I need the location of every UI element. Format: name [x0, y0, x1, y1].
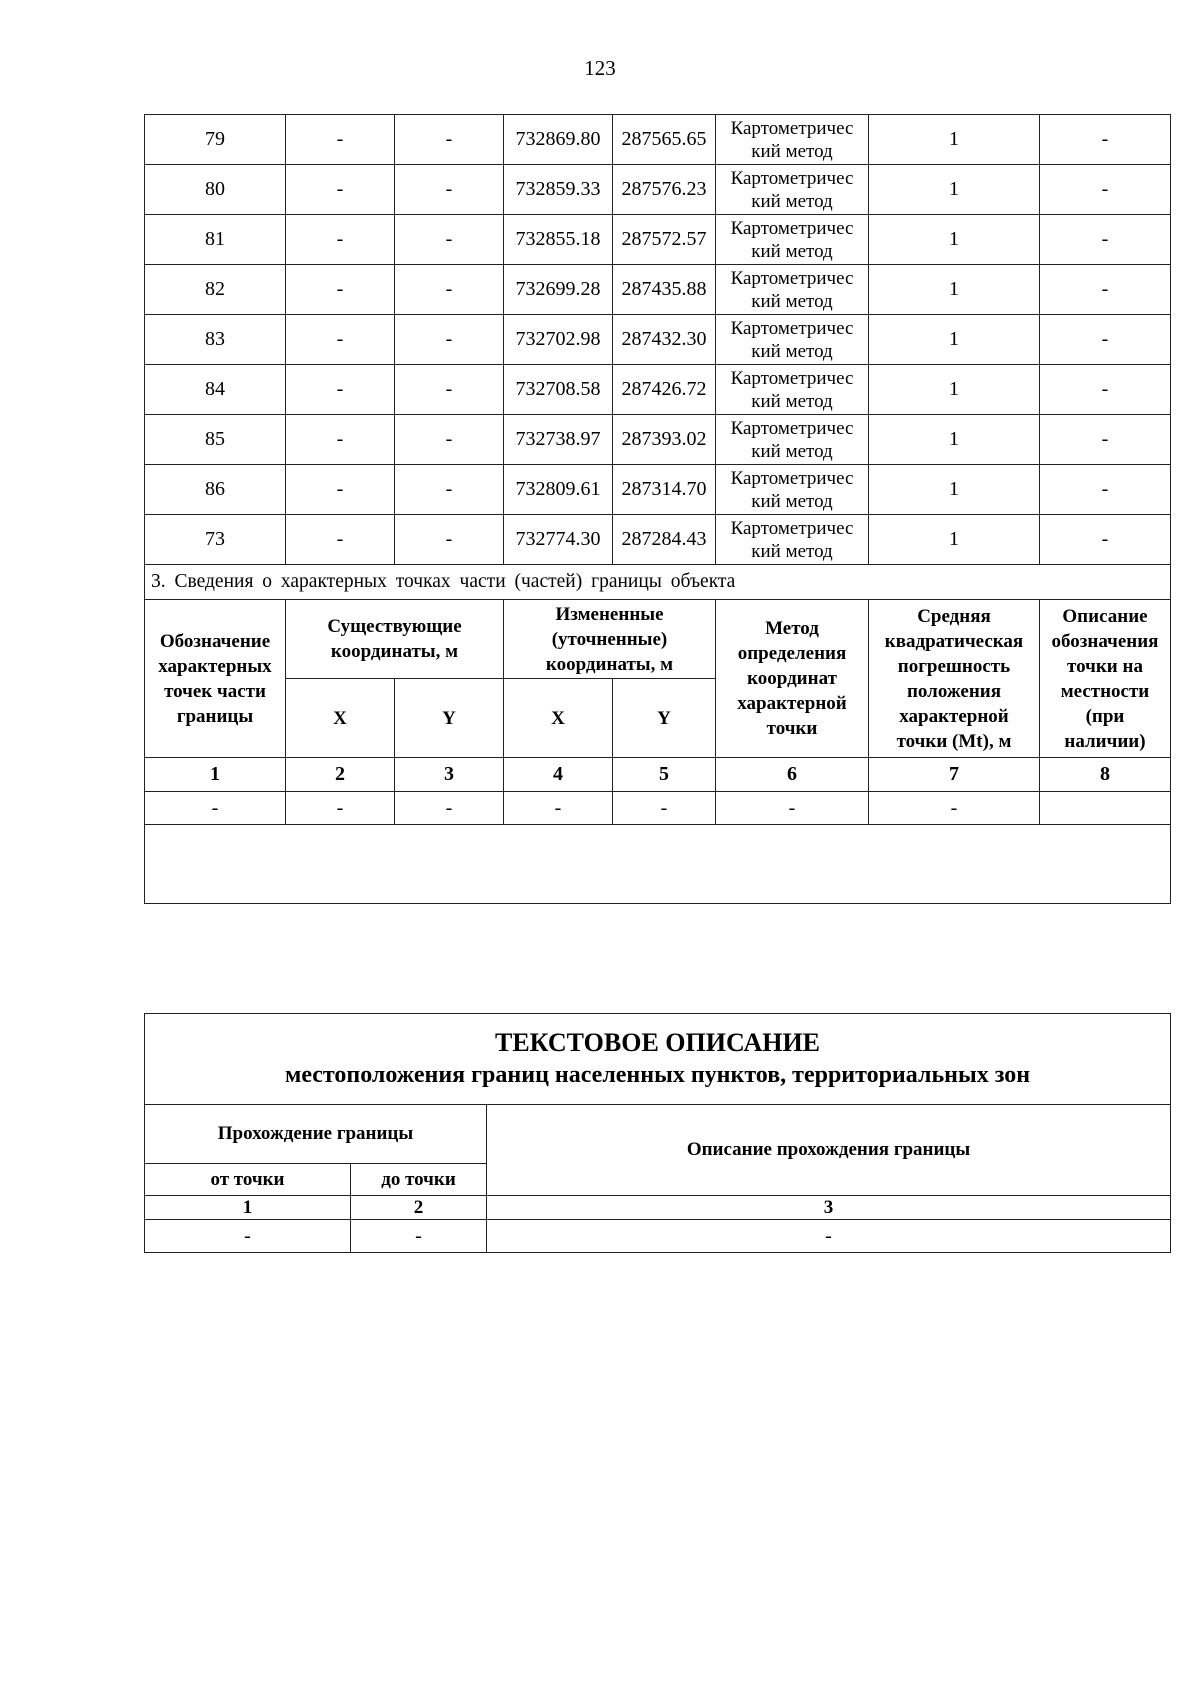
table-row [145, 415, 1171, 465]
document-subtitle: местоположения границ населенных пунктов, территориальных зон [284, 1062, 1031, 1088]
method-cell [716, 465, 869, 515]
header-boundary-passage: Прохождение границы [145, 1105, 487, 1164]
table-cell: - [145, 1220, 351, 1253]
error-cell: 1 [869, 165, 1040, 215]
text-description-empty-row [145, 1220, 1171, 1253]
method-line-2: кий метод [751, 290, 833, 312]
description-cell: - [1040, 265, 1171, 315]
method-cell [716, 415, 869, 465]
error-cell: 1 [869, 315, 1040, 365]
method-cell [716, 315, 869, 365]
method-line-2: кий метод [751, 540, 833, 562]
header-method: Метод определения координат характерной точки [716, 600, 869, 758]
header-existing-x: X [286, 679, 395, 758]
table-cell: - [869, 792, 1040, 825]
description-cell: - [1040, 315, 1171, 365]
method-line-2: кий метод [751, 440, 833, 462]
existing-x-cell: - [286, 215, 395, 265]
point-number-cell: 80 [145, 165, 286, 215]
existing-x-cell: - [286, 515, 395, 565]
method-cell [716, 265, 869, 315]
header-mean-square-error: Средняя квадратическая погрешность положения характерной точки (Mt), м [869, 600, 1040, 758]
existing-x-cell: - [286, 165, 395, 215]
section-3-caption: 3. Сведения о характерных точках части (частей) границы объекта [145, 565, 1171, 600]
text-description-header-row [145, 1105, 1171, 1164]
changed-x-cell: 732699.28 [504, 265, 613, 315]
table-row [145, 265, 1171, 315]
table-row [145, 115, 1171, 165]
existing-x-cell: - [286, 265, 395, 315]
error-cell: 1 [869, 465, 1040, 515]
column-number: 2 [351, 1196, 487, 1220]
existing-x-cell: - [286, 415, 395, 465]
column-number: 7 [869, 758, 1040, 792]
section-3-empty-row [145, 792, 1171, 825]
error-cell: 1 [869, 265, 1040, 315]
column-number: 2 [286, 758, 395, 792]
method-line-1: Картометричес [730, 367, 854, 389]
text-description-title-row [145, 1014, 1171, 1105]
table-cell: - [487, 1220, 1171, 1253]
error-cell: 1 [869, 515, 1040, 565]
method-cell [716, 115, 869, 165]
method-cell [716, 215, 869, 265]
point-number-cell: 82 [145, 265, 286, 315]
column-number: 6 [716, 758, 869, 792]
existing-y-cell: - [395, 365, 504, 415]
error-cell: 1 [869, 415, 1040, 465]
section-3-caption-row [145, 565, 1171, 600]
method-line-1: Картометричес [730, 467, 854, 489]
existing-y-cell: - [395, 115, 504, 165]
text-description-number-row [145, 1196, 1171, 1220]
table-row [145, 315, 1171, 365]
changed-y-cell: 287576.23 [613, 165, 716, 215]
existing-x-cell: - [286, 465, 395, 515]
table-row [145, 365, 1171, 415]
column-number: 3 [395, 758, 504, 792]
header-changed-x: X [504, 679, 613, 758]
method-line-1: Картометричес [730, 417, 854, 439]
table-cell: - [613, 792, 716, 825]
coordinates-table-body [145, 115, 1171, 904]
column-number: 8 [1040, 758, 1171, 792]
description-cell: - [1040, 415, 1171, 465]
table-row [145, 165, 1171, 215]
changed-y-cell: 287432.30 [613, 315, 716, 365]
header-from-point: от точки [145, 1164, 351, 1196]
error-cell: 1 [869, 115, 1040, 165]
changed-x-cell: 732774.30 [504, 515, 613, 565]
header-existing-coordinates: Существующие координаты, м [286, 600, 504, 679]
header-passage-description: Описание прохождения границы [487, 1105, 1171, 1196]
method-line-1: Картометричес [730, 267, 854, 289]
method-line-2: кий метод [751, 490, 833, 512]
existing-x-cell: - [286, 365, 395, 415]
table-row [145, 515, 1171, 565]
method-cell [716, 365, 869, 415]
method-line-1: Картометричес [730, 517, 854, 539]
method-line-2: кий метод [751, 340, 833, 362]
point-number-cell: 73 [145, 515, 286, 565]
column-number-row [145, 758, 1171, 792]
changed-y-cell: 287435.88 [613, 265, 716, 315]
method-line-2: кий метод [751, 240, 833, 262]
existing-y-cell: - [395, 415, 504, 465]
error-cell: 1 [869, 215, 1040, 265]
section-3-header-row [145, 600, 1171, 679]
point-number-cell: 83 [145, 315, 286, 365]
method-line-2: кий метод [751, 140, 833, 162]
coordinates-table [144, 114, 1171, 904]
table-cell: - [286, 792, 395, 825]
existing-y-cell: - [395, 165, 504, 215]
column-number: 3 [487, 1196, 1171, 1220]
method-line-1: Картометричес [730, 167, 854, 189]
header-point-description: Описание обозначения точки на местности (при наличии) [1040, 600, 1171, 758]
column-number: 4 [504, 758, 613, 792]
text-description-table [144, 1013, 1171, 1253]
description-cell: - [1040, 365, 1171, 415]
method-line-1: Картометричес [730, 317, 854, 339]
method-line-2: кий метод [751, 390, 833, 412]
existing-y-cell: - [395, 515, 504, 565]
description-cell: - [1040, 465, 1171, 515]
table-cell: - [504, 792, 613, 825]
description-cell: - [1040, 115, 1171, 165]
existing-y-cell: - [395, 215, 504, 265]
table-cell: - [716, 792, 869, 825]
existing-y-cell: - [395, 465, 504, 515]
changed-y-cell: 287314.70 [613, 465, 716, 515]
header-to-point: до точки [351, 1164, 487, 1196]
header-changed-y: Y [613, 679, 716, 758]
blank-row [145, 825, 1171, 904]
changed-x-cell: 732869.80 [504, 115, 613, 165]
method-cell [716, 515, 869, 565]
description-cell: - [1040, 215, 1171, 265]
method-line-2: кий метод [751, 190, 833, 212]
changed-y-cell: 287393.02 [613, 415, 716, 465]
header-changed-coordinates: Измененные (уточненные) координаты, м [504, 600, 716, 679]
changed-x-cell: 732738.97 [504, 415, 613, 465]
method-cell [716, 165, 869, 215]
point-number-cell: 84 [145, 365, 286, 415]
column-number: 1 [145, 1196, 351, 1220]
header-designation: Обозначение характерных точек части границы [145, 600, 286, 758]
point-number-cell: 86 [145, 465, 286, 515]
point-number-cell: 81 [145, 215, 286, 265]
changed-y-cell: 287565.65 [613, 115, 716, 165]
changed-x-cell: 732809.61 [504, 465, 613, 515]
changed-y-cell: 287572.57 [613, 215, 716, 265]
description-cell: - [1040, 165, 1171, 215]
description-cell: - [1040, 515, 1171, 565]
changed-y-cell: 287426.72 [613, 365, 716, 415]
column-number: 5 [613, 758, 716, 792]
header-existing-y: Y [395, 679, 504, 758]
table-cell [1040, 792, 1171, 825]
blank-cell [145, 825, 1171, 904]
changed-x-cell: 732708.58 [504, 365, 613, 415]
page-number: 123 [584, 56, 616, 80]
existing-x-cell: - [286, 315, 395, 365]
point-number-cell: 79 [145, 115, 286, 165]
table-cell: - [145, 792, 286, 825]
column-number: 1 [145, 758, 286, 792]
changed-y-cell: 287284.43 [613, 515, 716, 565]
table-cell: - [395, 792, 504, 825]
existing-y-cell: - [395, 315, 504, 365]
text-description-title [145, 1014, 1171, 1105]
point-number-cell: 85 [145, 415, 286, 465]
table-row [145, 465, 1171, 515]
table-cell: - [351, 1220, 487, 1253]
existing-x-cell: - [286, 115, 395, 165]
error-cell: 1 [869, 365, 1040, 415]
existing-y-cell: - [395, 265, 504, 315]
document-title: ТЕКСТОВОЕ ОПИСАНИЕ [495, 1028, 821, 1057]
changed-x-cell: 732855.18 [504, 215, 613, 265]
changed-x-cell: 732702.98 [504, 315, 613, 365]
method-line-1: Картометричес [730, 217, 854, 239]
changed-x-cell: 732859.33 [504, 165, 613, 215]
table-row [145, 215, 1171, 265]
method-line-1: Картометричес [730, 117, 854, 139]
